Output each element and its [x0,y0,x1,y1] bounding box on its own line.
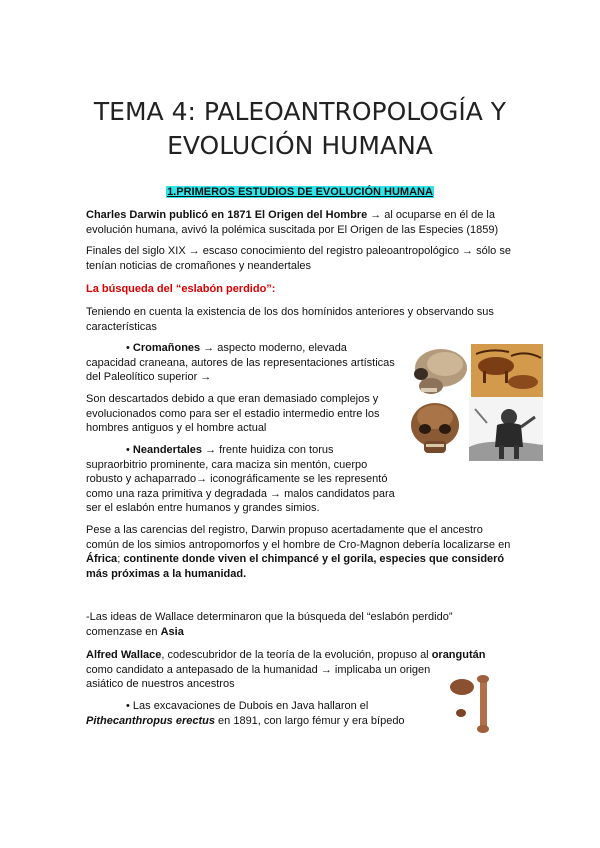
teniendo-paragraph [86,305,526,334]
neanderthal-illustration [469,397,543,461]
neandertales-paragraph [86,443,416,516]
neandertales-bold: Neandertales [132,444,203,456]
descartados-paragraph [86,392,406,436]
busqueda-heading: La búsqueda del “eslabón perdido”: [86,283,276,295]
siglo-line-1: Finales del siglo XIX → escaso conocimiento del registro paleoantropológico → sólo se [86,245,511,257]
cromanones-line-3: del Paleolítico superior → [86,371,212,383]
alfred-line-3: asiático de nuestros ancestros [86,678,235,690]
title-line-1: TEMA 4: PALEOANTROPOLOGÍA Y [93,97,507,126]
species-name: Pithecanthropus erectus [86,714,215,727]
neandertales-text: → frente huidiza con torus [202,444,334,456]
wallace-ideas-line-2: comenzase en [86,625,161,638]
cave-painting-photo [471,344,543,399]
cromanones-paragraph [86,341,406,385]
descartados-line-1: Son descartados debido a que eran demasiado complejos y [86,393,379,405]
teniendo-line-1: Teniendo en cuenta la existencia de los dos homínidos anteriores y observando sus [86,306,494,318]
wallace-ideas-line-1: -Las ideas de Wallace determinaron que la búsqueda del “eslabón perdido” [86,611,453,623]
section-heading [0,186,600,198]
page-title [40,95,560,163]
bullet: • [126,444,133,456]
teniendo-line-2: características [86,320,157,333]
darwin-bold: Charles Darwin publicó en 1871 El Origen del Hombre [86,209,368,221]
dubois-line-2: en 1891, con largo fémur y era bípedo [214,714,405,727]
darwin-paragraph [86,208,526,237]
alfred-text: , codescubridor de la teoría de la evolución, propuso al [161,649,432,661]
pese-bold-line-3: continente donde viven el chimpancé y el gorila, especies que consideró [123,553,505,565]
siglo-paragraph [86,244,536,273]
alfred-bold: Alfred Wallace [86,649,162,661]
wallace-ideas-paragraph [86,610,526,639]
darwin-line-2: evolución humana, avivó la polémica suscitada por El Origen de las Especies (1859) [86,223,499,236]
cromanones-text: → aspecto moderno, elevada [200,342,347,354]
bullet: • [126,700,133,712]
pese-paragraph [86,523,546,581]
cromanones-line-2: capacidad craneana, autores de las representaciones artísticas [86,356,395,369]
pese-bold-line-4: más próximas a la humanidad. [86,567,247,580]
africa-bold: África [86,553,118,565]
asia-bold: Asia [160,625,184,638]
dubois-line-1: Las excavaciones de Dubois en Java hallaron el [132,700,369,712]
pese-line-1: Pese a las carencias del registro, Darwin propuso acertadamente que el ancestro [86,524,483,536]
pese-line-2: común de los simios antropomorfos y el hombre de Cro-Magnon debería localizarse en [86,538,511,551]
pithecanthropus-fossils-photo [447,673,497,733]
cro-magnon-skull-photo [407,344,469,399]
alfred-line-2: como candidato a antepasado de la humanidad → implicaba un origen [86,663,431,676]
pese-semicolon: ; [117,553,124,565]
title-line-2: EVOLUCIÓN HUMANA [167,131,433,160]
darwin-text: → al ocuparse en él de la [367,209,495,221]
bullet: • [126,342,133,354]
neandertales-line-5: ser el eslabón entre humanos y grandes simios. [86,502,320,514]
descartados-line-2: evolucionados como para ser el estadio intermedio entre los [86,407,380,420]
neandertales-line-3: robusto y achaparrado→ iconográficamente se les representó [86,473,388,485]
section-heading-text: 1.PRIMEROS ESTUDIOS DE EVOLUCIÓN HUMANA [167,186,433,198]
descartados-line-3: hombres antiguos y el hombre actual [86,422,267,434]
cromanones-bold: Cromañones [132,342,201,354]
neandertales-line-2: supraorbitrio prominente, cara maciza sin mentón, cuerpo [86,458,368,471]
neandertales-line-4: como una raza primitiva y degradada → malos candidatos para [86,487,395,500]
dubois-paragraph [86,699,426,728]
neanderthal-skull-photo [404,399,466,461]
siglo-line-2: tenían noticias de cromañones y neandertales [86,259,312,272]
orangutan-bold: orangután [431,649,486,661]
